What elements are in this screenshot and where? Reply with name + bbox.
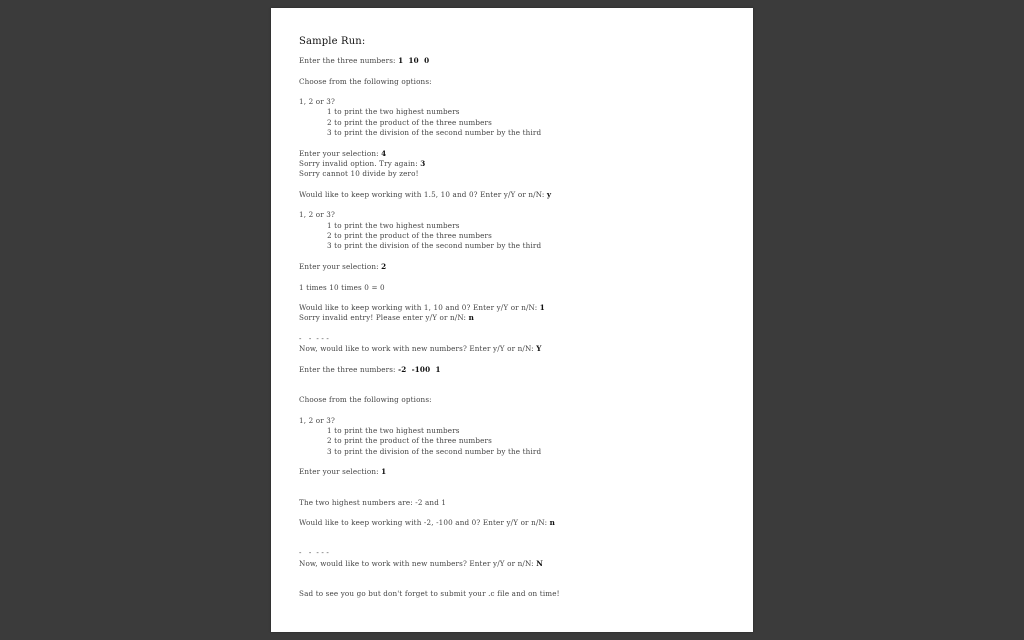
option-line: 2 to print the product of the three numbers — [327, 117, 492, 127]
text-line: Choose from the following options: — [299, 395, 432, 405]
text-line: Sorry invalid option. Try again: 3 — [299, 158, 426, 168]
text-line: Would like to keep working with 1.5, 10 and 0? Enter y/Y or n/N: y — [299, 189, 552, 199]
text-line: Now, would like to work with new numbers? Enter y/Y or n/N: N — [299, 558, 543, 568]
text-line: 1, 2 or 3? — [299, 210, 335, 220]
text-line: Enter your selection: 1 — [299, 467, 387, 477]
separator-line: - - - - - — [299, 334, 329, 344]
option-line: 3 to print the division of the second number by the third — [327, 241, 542, 251]
text-line: Enter the three numbers: 1 10 0 — [299, 56, 430, 65]
page-title: Sample Run: — [299, 36, 366, 47]
option-line: 2 to print the product of the three numbers — [327, 436, 492, 446]
text-line: The two highest numbers are: -2 and 1 — [299, 497, 447, 507]
text-line: Choose from the following options: — [299, 76, 432, 86]
text-line: Sorry cannot 10 divide by zero! — [299, 169, 419, 179]
option-line: 1 to print the two highest numbers — [327, 426, 460, 436]
text-line: Would like to keep working with -2, -100 and 0? Enter y/Y or n/N: n — [299, 518, 556, 528]
text-line: Would like to keep working with 1, 10 and 0? Enter y/Y or n/N: 1 — [299, 303, 545, 313]
document-page — [271, 8, 753, 632]
option-line: 3 to print the division of the second number by the third — [327, 446, 542, 456]
text-line: Now, would like to work with new numbers? Enter y/Y or n/N: Y — [299, 344, 542, 354]
option-line: 2 to print the product of the three numbers — [327, 231, 492, 241]
separator-line: - - - - - — [299, 548, 329, 558]
option-line: 1 to print the two highest numbers — [327, 107, 460, 117]
text-line: Sorry invalid entry! Please enter y/Y or n/N: n — [299, 313, 474, 323]
text-line: 1 times 10 times 0 = 0 — [299, 282, 385, 292]
text-line: 1, 2 or 3? — [299, 415, 335, 425]
text-line: 1, 2 or 3? — [299, 97, 335, 107]
option-line: 3 to print the division of the second number by the third — [327, 128, 542, 138]
page-content — [299, 36, 739, 599]
text-line: Sad to see you go but don't forget to submit your .c file and on time! — [299, 589, 560, 599]
option-line: 1 to print the two highest numbers — [327, 220, 460, 230]
text-line: Enter your selection: 2 — [299, 261, 387, 271]
text-line: Enter the three numbers: -2 -100 1 — [299, 364, 441, 374]
text-line: Enter your selection: 4 — [299, 148, 387, 158]
